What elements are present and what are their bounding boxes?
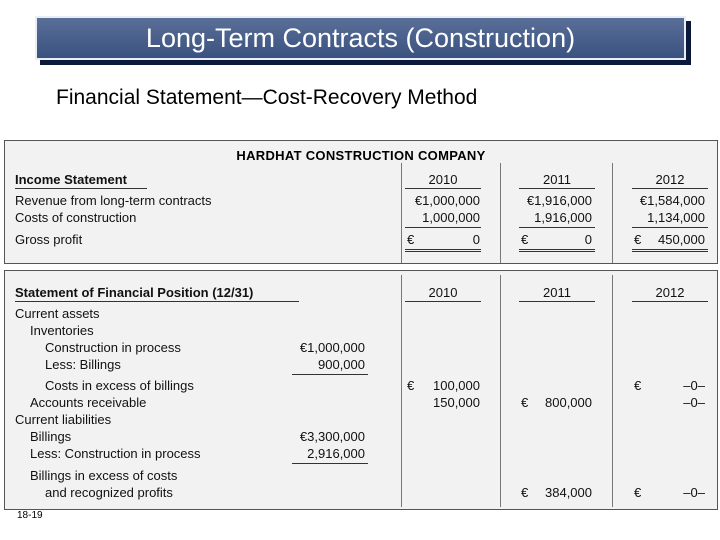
financial-position-panel [4, 270, 718, 510]
currency-symbol: € [634, 232, 642, 247]
table-row [5, 446, 717, 462]
row-value: 1,000,000 [422, 210, 480, 225]
row-value: 2,916,000 [307, 446, 365, 461]
table-row [5, 395, 717, 411]
underline [15, 301, 299, 302]
underline [632, 301, 708, 302]
year-header: 2012 [655, 172, 685, 187]
double-underline [519, 249, 595, 252]
double-underline [405, 249, 481, 252]
row-label: Billings in excess of costs [30, 468, 178, 483]
row-value: –0– [683, 485, 705, 500]
currency-symbol: € [521, 395, 529, 410]
financial-position-heading: Statement of Financial Position (12/31) [15, 285, 254, 300]
income-statement-heading: Income Statement [15, 172, 127, 187]
underline [405, 188, 481, 189]
row-value: –0– [683, 395, 705, 410]
year-header: 2012 [655, 285, 685, 300]
underline [519, 301, 595, 302]
row-label: and recognized profits [45, 485, 173, 500]
table-row [5, 323, 717, 339]
row-value: €1,000,000 [299, 340, 365, 355]
row-value: 800,000 [545, 395, 592, 410]
year-header: 2010 [428, 285, 458, 300]
underline [292, 374, 368, 375]
currency-symbol: € [521, 232, 529, 247]
row-value: 1,134,000 [647, 210, 705, 225]
income-header-row [5, 172, 717, 188]
table-row [5, 357, 717, 373]
position-header-row [5, 285, 717, 301]
row-label: Less: Construction in process [30, 446, 201, 461]
section-label: Current assets [15, 306, 100, 321]
underline [632, 227, 708, 228]
row-label: Construction in process [45, 340, 181, 355]
underline [519, 188, 595, 189]
row-label: Gross profit [15, 232, 83, 247]
year-header: 2011 [543, 172, 571, 187]
row-value: €1,916,000 [526, 193, 592, 208]
gross-profit-row [5, 232, 717, 248]
row-label: Accounts receivable [30, 395, 147, 410]
income-statement-panel [4, 140, 718, 264]
row-value: 1,916,000 [534, 210, 592, 225]
row-label: Inventories [30, 323, 94, 338]
slide-title: Long-Term Contracts (Construction) [35, 16, 686, 60]
underline [15, 188, 147, 189]
table-row [5, 378, 717, 394]
table-row [5, 412, 717, 428]
row-label: Billings [30, 429, 72, 444]
table-row [5, 468, 717, 484]
currency-symbol: € [634, 378, 642, 393]
table-row [5, 306, 717, 322]
row-value: €3,300,000 [299, 429, 365, 444]
row-value: –0– [683, 378, 705, 393]
underline [405, 227, 481, 228]
currency-symbol: € [521, 485, 529, 500]
table-row [5, 340, 717, 356]
row-value: €1,000,000 [414, 193, 480, 208]
row-label: Costs in excess of billings [45, 378, 194, 393]
row-value: 150,000 [433, 395, 480, 410]
year-header: 2010 [428, 172, 458, 187]
slide-number: 18-19 [17, 510, 43, 521]
currency-symbol: € [407, 232, 415, 247]
row-value: 0 [584, 232, 592, 247]
slide-subtitle: Financial Statement—Cost-Recovery Method [56, 86, 478, 109]
currency-symbol: € [407, 378, 415, 393]
row-value: €1,584,000 [639, 193, 705, 208]
row-label: Less: Billings [45, 357, 121, 372]
year-header: 2011 [543, 285, 571, 300]
row-value: 0 [472, 232, 480, 247]
currency-symbol: € [634, 485, 642, 500]
table-row [5, 210, 717, 226]
underline [292, 463, 368, 464]
row-value: 384,000 [545, 485, 592, 500]
row-label: Revenue from long-term contracts [15, 193, 212, 208]
underline [519, 227, 595, 228]
double-underline [632, 249, 708, 252]
table-row [5, 485, 717, 501]
row-value: 100,000 [433, 378, 480, 393]
table-row [5, 193, 717, 209]
row-value: 900,000 [318, 357, 365, 372]
table-row [5, 429, 717, 445]
section-label: Current liabilities [15, 412, 112, 427]
company-name: HARDHAT CONSTRUCTION COMPANY [236, 148, 486, 163]
underline [632, 188, 708, 189]
row-label: Costs of construction [15, 210, 137, 225]
underline [405, 301, 481, 302]
row-value: 450,000 [658, 232, 705, 247]
